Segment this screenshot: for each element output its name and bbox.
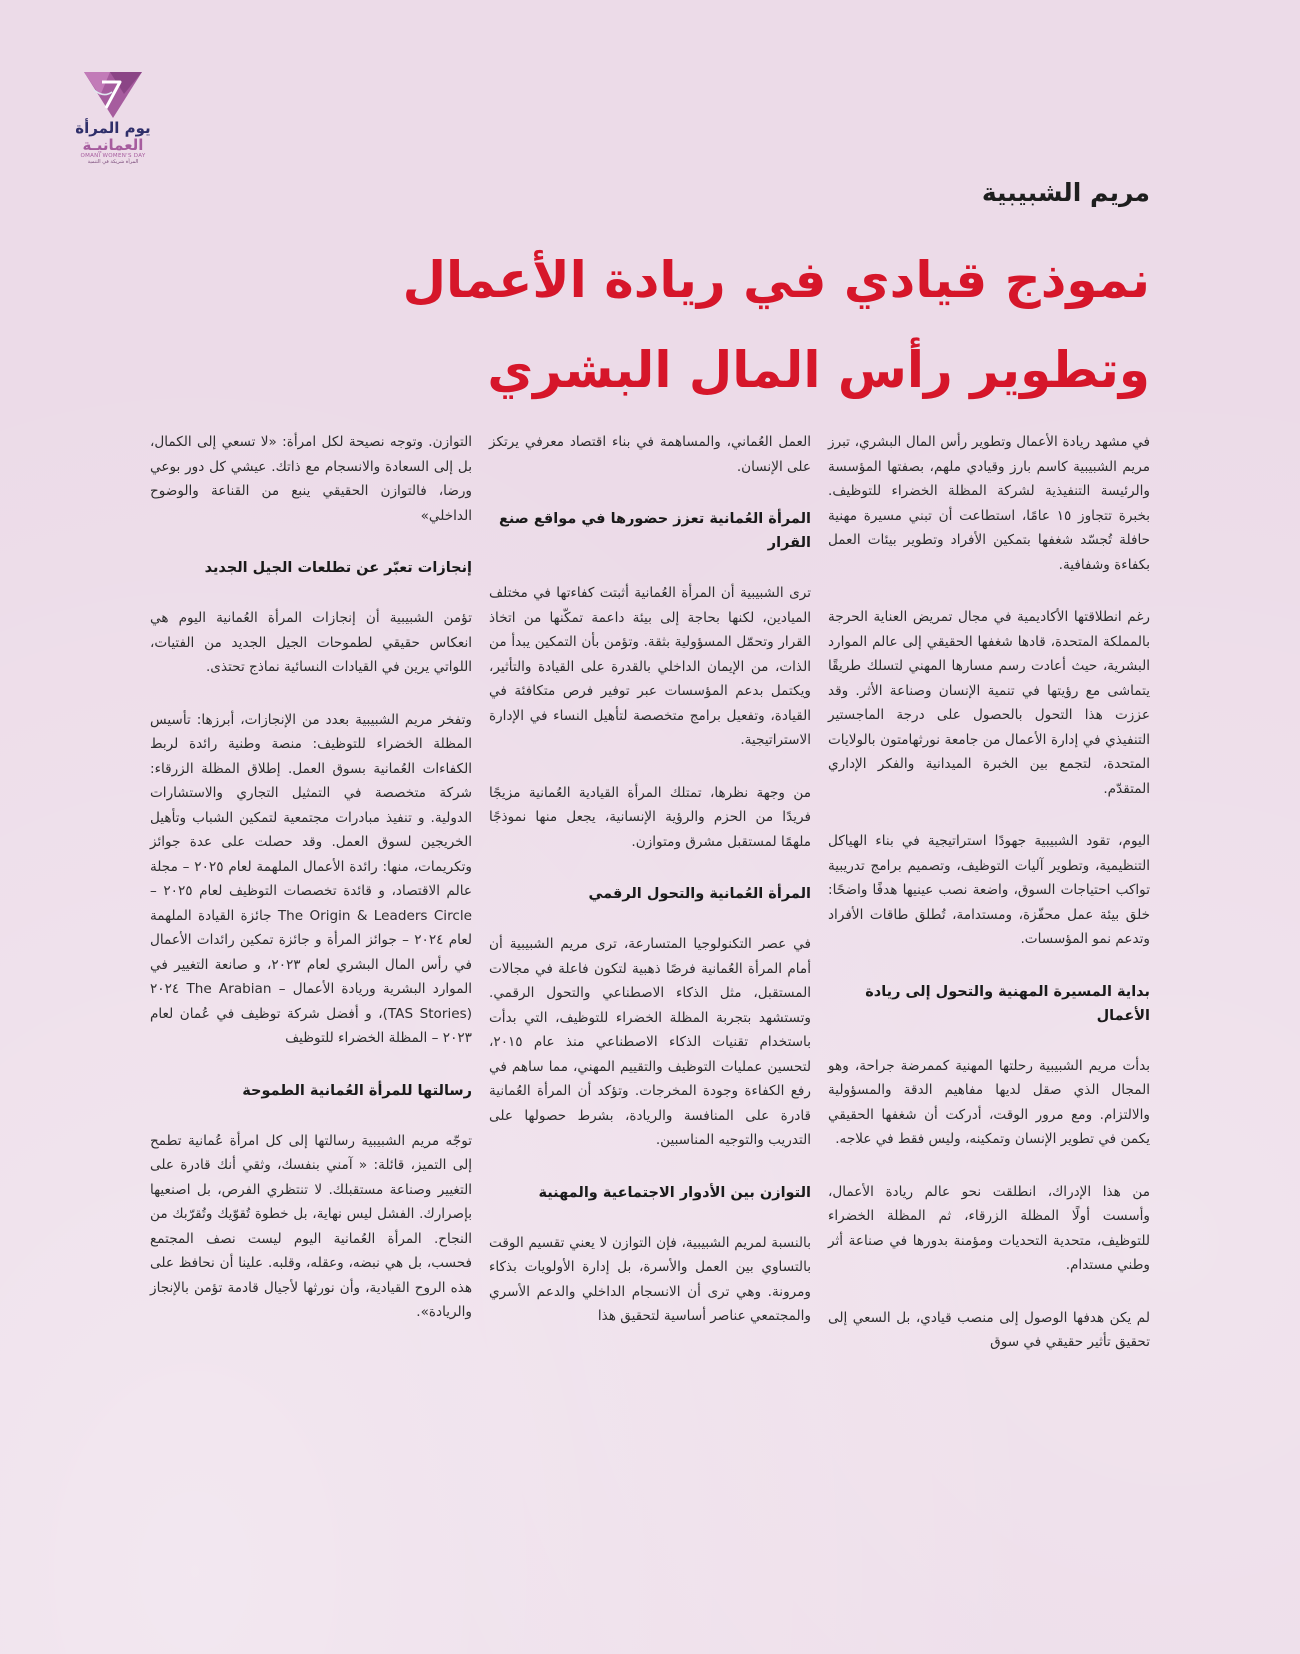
body-paragraph: من وجهة نظرها، تمتلك المرأة القيادية العُمانية مزيجًا فريدًا من الحزم والرؤية الإنسانية، يجعل منها نموذجًا ملهمًا لمستقبل مشرق ومتوازن. xyxy=(489,784,811,850)
omani-womens-day-logo xyxy=(68,68,158,165)
body-paragraph: في مشهد ريادة الأعمال وتطوير رأس المال البشري، تبرز مريم الشبيبية كاسم بارز وقيادي ملهم، بصفتها المؤسسة والرئيسة التنفيذية لشركة المظلة الخضراء للتوظيف. بخبرة تتجاوز ١٥ عامًا، استطاعت أن تبني مسيرة مهنية حافلة تُجسّد شغفها بتمكين الأفراد وتطوير بيئات العمل بكفاءة وشفافية. xyxy=(828,434,1151,573)
body-paragraph: العمل العُماني، والمساهمة في بناء اقتصاد معرفي يرتكز على الإنسان. xyxy=(489,434,811,475)
body-paragraph: لم يكن هدفها الوصول إلى منصب قيادي، بل السعي إلى تحقيق تأثير حقيقي في سوق xyxy=(828,1309,1150,1350)
article-body xyxy=(150,430,1150,1383)
logo-text-line1: يوم المرأة xyxy=(75,119,151,137)
title-line-2: وتطوير رأس المال البشري xyxy=(487,341,1150,399)
body-paragraph: تؤمن الشبيبية أن إنجازات المرأة العُمانية اليوم هي انعكاس حقيقي لطموحات الجيل الجديد من الفتيات، اللواتي يرين في القيادات النسائية نماذج تحتذى. xyxy=(150,610,472,675)
column-left xyxy=(150,430,472,1383)
section-heading: المرأة العُمانية تعزز حضورها في مواقع صنع القرار xyxy=(498,511,811,551)
section-heading: إنجازات تعبّر عن تطلعات الجيل الجديد xyxy=(204,560,472,576)
body-paragraph: من هذا الإدراك، انطلقت نحو عالم ريادة الأعمال، وأسست أولًا المظلة الزرقاء، ثم المظلة الخضراء للتوظيف، متحدية التحديات ومؤمنة بدورها في صناعة أثر وطني مستدام. xyxy=(828,1183,1150,1273)
column-right xyxy=(828,430,1150,1383)
section-heading: المرأة العُمانية والتحول الرقمي xyxy=(588,886,811,902)
body-paragraph: التوازن. وتوجه نصيحة لكل امرأة: «لا تسعي إلى الكمال، بل إلى السعادة والانسجام مع ذاتك. عيشي كل دور بوعي ورضا، فالتوازن الحقيقي ينبع من القناعة والوضوح الداخلي» xyxy=(150,434,472,524)
author-name: مريم الشبيبية xyxy=(981,178,1150,207)
body-paragraph: ترى الشبيبية أن المرأة العُمانية أثبتت كفاءتها في مختلف الميادين، لكنها بحاجة إلى بيئة داعمة تمكّنها من اتخاذ القرار وتحمّل المسؤولية بثقة. وتؤمن بأن التمكين يبدأ من الذات، من الإيمان الداخلي بالقدرة على القيادة والتأثير، ويكتمل بدعم المؤسسات عبر توفير فرص متكافئة في القيادة، وتفعيل برامج متخصصة لتأهيل النساء في الإدارة الاستراتيجية. xyxy=(489,585,811,748)
logo-text-line2: العمانيـة xyxy=(82,135,144,154)
body-paragraph: رغم انطلاقتها الأكاديمية في مجال تمريض العناية الحرجة بالمملكة المتحدة، قادها شغفها الحقيقي إلى عالم الموارد البشرية، حيث أعادت رسم مسارها المهني لتسلك طريقًا يتماشى مع رؤيتها في تنمية الإنسان وصناعة الأثر. وقد عززت هذا التحول بالحصول على درجة الماجستير التنفيذي في إدارة الأعمال من جامعة نورثهامتون بالولايات المتحدة، لتجمع بين الخبرة الميدانية والفكر الإداري المتقدّم. xyxy=(828,609,1150,797)
diamond-logo-icon xyxy=(80,68,146,120)
section-heading: رسالتها للمرأة العُمانية الطموحة xyxy=(242,1082,472,1099)
article-title xyxy=(250,235,1150,415)
body-paragraph: بالنسبة لمريم الشبيبية، فإن التوازن لا يعني تقسيم الوقت بالتساوي بين العمل والأسرة، بل إدارة الأولويات بذكاء ومرونة. وهي ترى أن الانسجام الداخلي والدعم الأسري والمجتمعي عناصر أساسية لتحقيق هذا xyxy=(489,1234,811,1324)
logo-tagline: المرأة شريكة في التنمية xyxy=(87,159,139,165)
title-line-1: نموذج قيادي في ريادة الأعمال xyxy=(402,251,1150,309)
logo-english-text: OMANI WOMEN'S DAY xyxy=(80,153,146,159)
body-paragraph: في عصر التكنولوجيا المتسارعة، ترى مريم الشبيبية أن أمام المرأة العُمانية فرصًا ذهبية لتكون فاعلة في مجالات المستقبل، مثل الذكاء الاصطناعي والتحول الرقمي. وتستشهد بتجربة المظلة الخضراء للتوظيف، التي بدأت باستخدام تقنيات الذكاء الاصطناعي منذ عام ٢٠١٥، لتحسين عمليات التوظيف والتقييم المهني، مما ساهم في رفع الكفاءة وجودة المخرجات. وتؤكد أن المرأة العُمانية قادرة على المنافسة والريادة، بشرط حصولها على التدريب والتوجيه المناسبين. xyxy=(489,936,811,1148)
body-paragraph: وتفخر مريم الشبيبية بعدد من الإنجازات، أبرزها: تأسيس المظلة الخضراء للتوظيف: منصة وطنية رائدة لربط الكفاءات العُمانية بسوق العمل. إطلاق المظلة الزرقاء: شركة متخصصة في التمثيل التجاري والاستشارات الدولية. و تنفيذ مبادرات مجتمعية لتمكين الشباب وتأهيل الخريجين لسوق العمل. وقد حصلت على عدة جوائز وتكريمات، منها: رائدة الأعمال الملهمة لعام ٢٠٢٥ – مجلة عالم الاقتصاد، و قائدة تخصصات التوظيف لعام ٢٠٢٥ – The Origin & Leaders Circle جائزة القيادة الملهمة لعام ٢٠٢٤ – جوائز المرأة و جائزة تمكين رائدات الأعمال في رأس المال البشري لعام ٢٠٢٣، و صانعة التغيير في الموارد البشرية وريادة الأعمال – The Arabian ٢٠٢٤ (TAS Stories)، و أفضل شركة توظيف في عُمان لعام ٢٠٢٣ – المظلة الخضراء للتوظيف xyxy=(150,711,472,1046)
body-paragraph: اليوم، تقود الشبيبية جهودًا استراتيجية في بناء الهياكل التنظيمية، وتطوير آليات التوظيف، وتصميم برامج تدريبية تواكب احتياجات السوق، واضعة نصب عينيها هدفًا واضحًا: خلق بيئة عمل محفّزة، ومستدامة، تُطلق طاقات الأفراد وتدعم نمو المؤسسات. xyxy=(828,833,1150,947)
column-middle xyxy=(489,430,811,1383)
body-paragraph: بدأت مريم الشبيبية رحلتها المهنية كممرضة جراحة، وهو المجال الذي صقل لديها مفاهيم الدقة والمسؤولية والالتزام. ومع مرور الوقت، أدركت أن شغفها الحقيقي يكمن في تطوير الإنسان وتمكينه، وليس فقط في علاجه. xyxy=(828,1057,1150,1147)
section-heading: التوازن بين الأدوار الاجتماعية والمهنية xyxy=(538,1184,811,1201)
body-paragraph: توجّه مريم الشبيبية رسالتها إلى كل امرأة عُمانية تطمح إلى التميز، قائلة: « آمني بنفسك، وثقي أنك قادرة على التغيير وصناعة مستقبلك. لا تنتظري الفرص، بل اصنعيها بإصرارك. الفشل ليس نهاية، بل خطوة تُقوّيك وتُقرّبك من النجاح. المرأة العُمانية اليوم ليست نصف المجتمع فحسب، بل هي نبضه، وعقله، وقلبه. علينا أن نحافظ على هذه الروح القيادية، وأن نورثها لأجيال قادمة تؤمن بالإنجاز والريادة». xyxy=(150,1132,472,1320)
section-heading: بداية المسيرة المهنية والتحول إلى ريادة الأعمال xyxy=(865,983,1150,1024)
